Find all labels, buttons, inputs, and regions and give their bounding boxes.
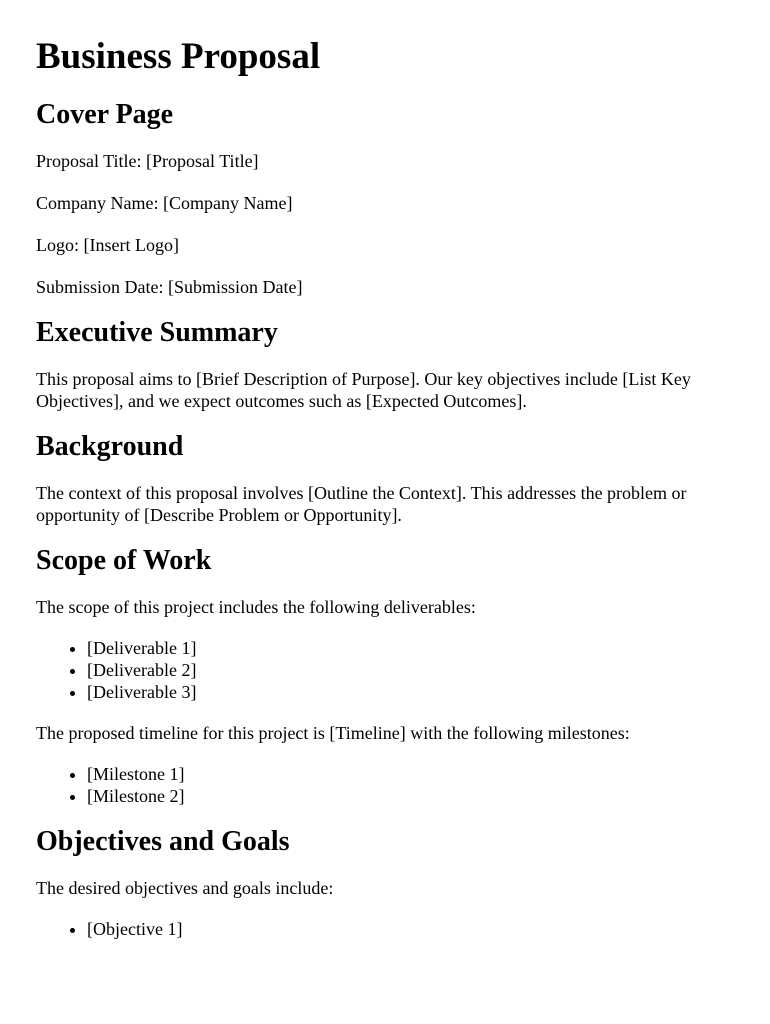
objectives-list — [36, 918, 734, 940]
executive-summary-heading: Executive Summary — [36, 317, 278, 348]
background-text: The context of this proposal involves [Outline the Context]. This addresses the problem or opportunity of [Describe Problem or Opportunity]. — [36, 483, 687, 525]
submission-date-line: Submission Date: [Submission Date] — [36, 277, 303, 297]
list-item: • [Objective 1] — [87, 918, 734, 940]
list-item: • [Milestone 2] — [87, 785, 734, 807]
document-title: Business Proposal — [36, 36, 321, 77]
list-item: • [Milestone 1] — [87, 763, 734, 785]
executive-summary-text: This proposal aims to [Brief Description of Purpose]. Our key objectives include [List Key Objectives], and we expect outcomes such as [Expected Outcomes]. — [36, 369, 691, 411]
list-item: • [Deliverable 2] — [87, 659, 734, 681]
objectives-goals-heading: Objectives and Goals — [36, 826, 290, 857]
proposal-title-line: Proposal Title: [Proposal Title] — [36, 151, 259, 171]
timeline-text: The proposed timeline for this project is [Timeline] with the following milestones: — [36, 723, 630, 743]
deliverables-list — [36, 637, 734, 703]
milestones-list — [36, 763, 734, 807]
background-heading: Background — [36, 431, 184, 462]
objectives-intro-text: The desired objectives and goals include: — [36, 878, 334, 898]
cover-page-heading: Cover Page — [36, 99, 174, 130]
scope-of-work-heading: Scope of Work — [36, 545, 212, 576]
list-item: • [Deliverable 1] — [87, 637, 734, 659]
scope-intro-text: The scope of this project includes the following deliverables: — [36, 597, 476, 617]
company-name-line: Company Name: [Company Name] — [36, 193, 293, 213]
logo-line: Logo: [Insert Logo] — [36, 235, 179, 255]
list-item: • [Deliverable 3] — [87, 681, 734, 703]
